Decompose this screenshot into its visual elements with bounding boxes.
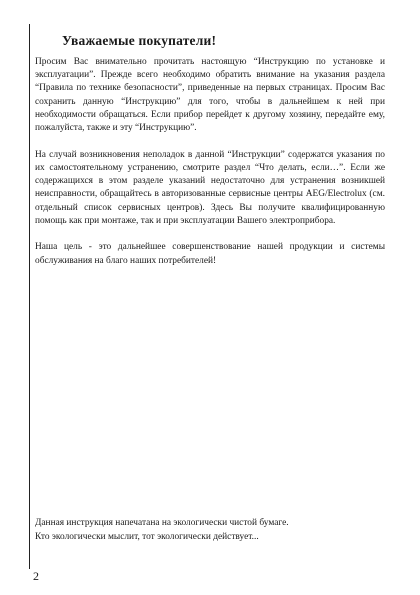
eco-note-line-2: Кто экологически мыслит, тот экологически действует...	[35, 531, 259, 542]
eco-note-line-1: Данная инструкция напечатана на экологически чистой бумаге.	[35, 518, 289, 528]
eco-note	[35, 517, 385, 544]
body-text	[35, 56, 385, 268]
paragraph-goal: Наша цель - это дальнейшее совершенствование нашей продукции и системы обслуживания на благо наших потребителей!	[35, 242, 385, 266]
page-heading: Уважаемые покупатели!	[62, 33, 217, 48]
margin-rule	[29, 24, 30, 569]
paragraph-intro: Просим Вас внимательно прочитать настоящую “Инструкцию по установке и эксплуатации”. Прежде всего необходимо обратить внимание на указания раздела “Правила по технике безопасности”, приведенные на первых страницах. Просим Вас сохранить данную “Инструкцию” для того, чтобы в дальнейшем к ней при необходимости обращаться. Если прибор перейдет к другому хозяину, передайте ему, пожалуйста, также и эту “Инструкцию”.	[35, 57, 385, 134]
page-number: 2	[33, 569, 39, 583]
paragraph-troubleshooting: На случай возникновения неполадок в данной “Инструкции” содержатся указания по их самостоятельному устранению, смотрите раздел “Что делать, если…”. Если же содержащихся в этом разделе указаний недостаточно для устранения возникшей неисправности, обращайтесь в авторизованные сервисные центры AEG/Electrolux (см. отдельный список сервисных центров). Здесь Вы получите квалифицированную помощь как при монтаже, так и при эксплуатации Вашего электроприбора.	[35, 149, 385, 226]
